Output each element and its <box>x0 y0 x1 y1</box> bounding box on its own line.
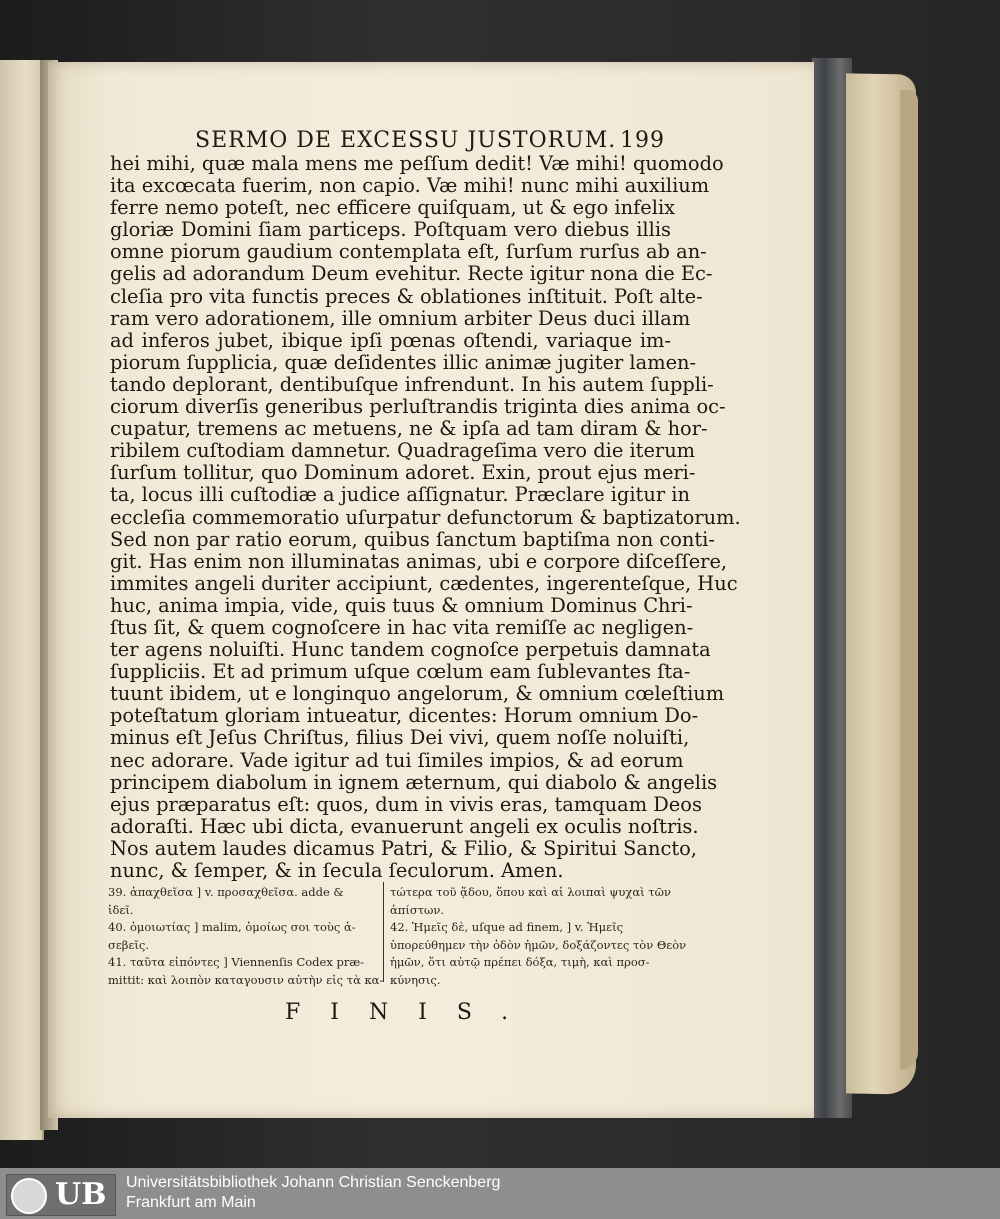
text-line: piorum ſupplicia, quæ deſidentes illic animæ jugiter lamen- <box>110 350 697 374</box>
footnotes-right-column <box>390 884 687 989</box>
footnote-line: τώτερα τοῦ ᾅδου, ὅπου καὶ αἱ λοιπαὶ ψυχαὶ τῶν <box>390 885 672 899</box>
text-line: ram vero adorationem, ille omnium arbiter Deus duci illam <box>110 306 691 330</box>
footnotes-left-column <box>108 884 384 989</box>
running-head-title: SERMO DE EXCESSU JUSTORUM. <box>195 128 617 153</box>
text-line: git. Has enim non illuminatas animas, ubi e corpore diſceſſere, <box>110 549 728 573</box>
footnote-line: ὑπορεύθημεν τὴν ὁδὸν ἡμῶν, δοξάζοντες τὸν Θεὸν <box>390 937 687 952</box>
text-line: nunc, & ſemper, & in ſecula ſeculorum. Amen. <box>110 859 564 882</box>
text-line: minus eſt Jeſus Chriſtus, filius Dei vivi, quem noſſe noluiſti, <box>110 726 690 750</box>
main-text <box>110 152 741 882</box>
text-line: omne piorum gaudium contemplata eſt, ſurſum rurſus ab an- <box>110 240 707 264</box>
footnote-line: κύνησις. <box>390 972 441 987</box>
text-line: ribilem cuſtodiam damnetur. Quadrageſima vero die iterum <box>110 439 696 463</box>
library-seal-icon <box>11 1178 47 1214</box>
text-line: Nos autem laudes dicamus Patri, & Filio, & Spiritui Sancto, <box>110 836 697 860</box>
text-line: adoraſti. Hæc ubi dicta, evanuerunt angeli ex oculis noſtris. <box>110 814 699 838</box>
footnote-line: 40. ὁμοιωτίας ] malim, ὁμοίως σοι τοὺς ἀ- <box>108 920 356 934</box>
library-footer-bar <box>0 1168 1000 1219</box>
library-logo <box>6 1174 116 1216</box>
text-line: tuunt ibidem, ut e longinquo angelorum, & omnium cœleſtium <box>110 682 725 706</box>
library-name: Universitätsbibliothek Johann Christian Senckenberg <box>126 1174 501 1191</box>
text-line: huc, anima impia, vide, quis tuus & omnium Dominus Chri- <box>110 593 693 617</box>
text-line: ciorum diverſis generibus perluſtrandis triginta dies anima oc- <box>110 395 726 419</box>
footnote-line: σεβεῖς. <box>108 937 150 952</box>
footnote-line: ἀπίστων. <box>390 902 445 917</box>
text-line: ejus præparatus eſt: quos, dum in vivis eras, tamquam Deos <box>110 792 702 816</box>
text-line: poteſtatum gloriam intueatur, dicentes: Horum omnium Do- <box>110 704 699 728</box>
footnote-column-divider <box>383 882 384 982</box>
library-logo-text: UB <box>55 1177 107 1212</box>
footnote-line: mittit: καὶ λοιπὸν καταγουσιν αὐτὴν εἰς τὰ κα- <box>108 972 384 987</box>
text-line: nec adorare. Vade igitur ad tui ſimiles impios, & ad eorum <box>110 748 684 772</box>
fore-edge-shadow <box>900 90 918 1070</box>
text-line: ad inferos jubet, ibique ipſi pœnas oſtendi, variaque im- <box>110 328 671 352</box>
text-line: ta, locus illi cuſtodiæ a judice aſſignatur. Præclare igitur in <box>110 483 690 507</box>
text-line: cleſia pro vita functis preces & oblationes inſtituit. Poſt alte- <box>110 284 703 308</box>
text-line: ſtus ſit, & quem cognoſcere in hac vita remiſſe ac negligen- <box>110 615 694 639</box>
text-line: gloriæ Domini ſiam particeps. Poſtquam vero diebus illis <box>110 218 671 242</box>
page-number: 199 <box>620 128 665 153</box>
text-line: gelis ad adorandum Deum evehitur. Recte igitur nona die Ec- <box>110 262 713 286</box>
text-line: principem diabolum in ignem æternum, qui diabolo & angelis <box>110 770 718 794</box>
library-city: Frankfurt am Main <box>126 1194 256 1211</box>
finis-heading: FINIS. <box>285 1000 539 1025</box>
text-line: tando deplorant, dentibuſque infrendunt. In his autem ſuppli- <box>110 372 714 396</box>
text-line: eccleſia commemoratio uſurpatur defunctorum & baptizatorum. <box>110 505 741 529</box>
text-line: ſuppliciis. Et ad primum uſque cœlum eam ſublevantes ſta- <box>110 660 691 684</box>
footnote-line: 39. ἀπαχθεῖσα ] v. προσαχθεῖσα. adde & <box>108 885 344 899</box>
footnote-line: ἰδεῖ. <box>108 902 134 917</box>
facing-page-edge <box>0 60 44 1140</box>
text-line: cupatur, tremens ac metuens, ne & ipſa ad tam diram & hor- <box>110 417 708 441</box>
text-line: immites angeli duriter accipiunt, cædentes, ingerenteſque, Huc <box>110 571 738 595</box>
footnote-line: 42. Ἡμεῖς δὲ, uſque ad finem, ] v. Ἡμεῖς <box>390 920 624 934</box>
text-line: ſurſum tollitur, quo Dominum adoret. Exin, prout ejus meri- <box>110 461 696 485</box>
footnote-line: 41. ταῦτα εἰπόντες ] Viennenſis Codex præ- <box>108 955 365 969</box>
text-line: ita excœcata fuerim, non capio. Væ mihi! nunc mihi auxilium <box>110 174 710 198</box>
text-line: hei mihi, quæ mala mens me peſſum dedit! Væ mihi! quomodo <box>110 152 724 175</box>
footnote-line: ἡμῶν, ὅτι αὐτῷ πρέπει δόξα, τιμὴ, καὶ προσ- <box>390 955 650 969</box>
text-line: ter agens noluiſti. Hunc tandem cognoſce perpetuis damnata <box>110 638 711 662</box>
text-line: ferre nemo poteſt, nec efficere quiſquam, ut & ego infelix <box>110 196 676 220</box>
text-line: Sed non par ratio eorum, quibus ſanctum baptiſma non conti- <box>110 527 715 551</box>
